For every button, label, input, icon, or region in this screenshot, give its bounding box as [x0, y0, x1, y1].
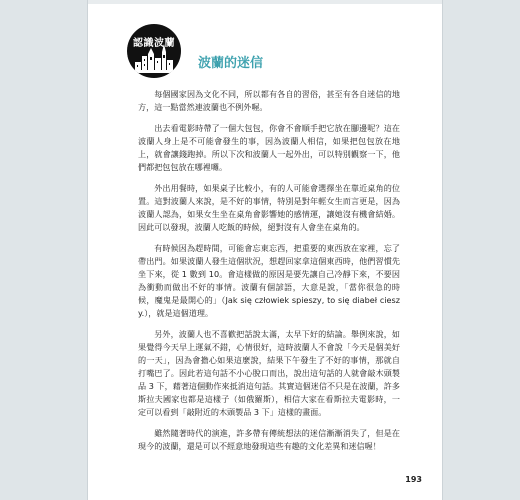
paragraph-5: 另外，波蘭人也不喜歡把話說太滿，太早下好的結論。舉例來說，如果覺得今天早上運氣不錯，心情很好，這時波蘭人不會說「今天是個美好的一天」，因為會擔心如果這麼說，結果下午發生了不好的事情，那就自打嘴巴了。因此若這句話不小心脫口而出，說出這句話的人就會敲木頭製品 3 下，藉著這個動作來抵消這句話。其實這個迷信不只是在波蘭，許多斯拉夫國家也都是這樣子（如俄羅斯），相信大家在看斯拉夫電影時，一定可以看到「敲附近的木頭製品 3 下」這樣的畫面。: [138, 329, 400, 417]
article-body: [138, 88, 400, 461]
city-skyline-icon: [127, 24, 181, 78]
page-top-strip: [88, 0, 442, 4]
paragraph-1: 每個國家因為文化不同，所以都有各自的習俗，甚至有各自迷信的地方，這一點當然連波蘭也不例外喔。: [138, 89, 400, 112]
badge-label: 認識波蘭: [133, 38, 175, 49]
page-title: 波蘭的迷信: [198, 56, 264, 71]
page-number: 193: [405, 475, 422, 484]
paragraph-6: 雖然隨著時代的演進，許多帶有傳統想法的迷信漸漸消失了，但是在現今的波蘭，還是可以不經意地發現這些有趣的文化差異和迷信喔！: [138, 428, 400, 451]
paragraph-4: 有時候因為趕時間，可能會忘東忘西，把重要的東西放在家裡，忘了帶出門。如果波蘭人發生這個狀況，想趕回家拿這個東西時，他們習慣先坐下來，從 1 數到 10。會這樣做的原因是要先讓自己冷靜下來，不要因為衝動而做出不好的事情。波蘭有個諺語，大意是說，「當你很急的時候，魔鬼是最開心的」（Jak się człowiek spieszy, to się diabeł cieszy.），就是這個道理。: [138, 243, 400, 318]
section-badge: [127, 24, 181, 78]
book-page: [88, 0, 442, 500]
paragraph-3: 外出用餐時，如果桌子比較小，有的人可能會選擇坐在靠近桌角的位置。這對波蘭人來說，是不好的事情，特別是對年輕女生而言更是，因為波蘭人認為，如果女生坐在桌角會影響她的感情運，讓她沒有機會結婚。因此可以發現，波蘭人吃飯的時候，絕對沒有人會坐在桌角的。: [138, 183, 400, 232]
paragraph-2: 出去看電影時帶了一個大包包，你會不會順手把它放在腳邊呢？這在波蘭人身上是不可能會發生的事，因為波蘭人相信，如果把包包放在地上，就會讓錢跑掉。所以下次和波蘭人一起外出，可以特別觀察一下，他們都把包包放在哪裡囉。: [138, 123, 400, 172]
